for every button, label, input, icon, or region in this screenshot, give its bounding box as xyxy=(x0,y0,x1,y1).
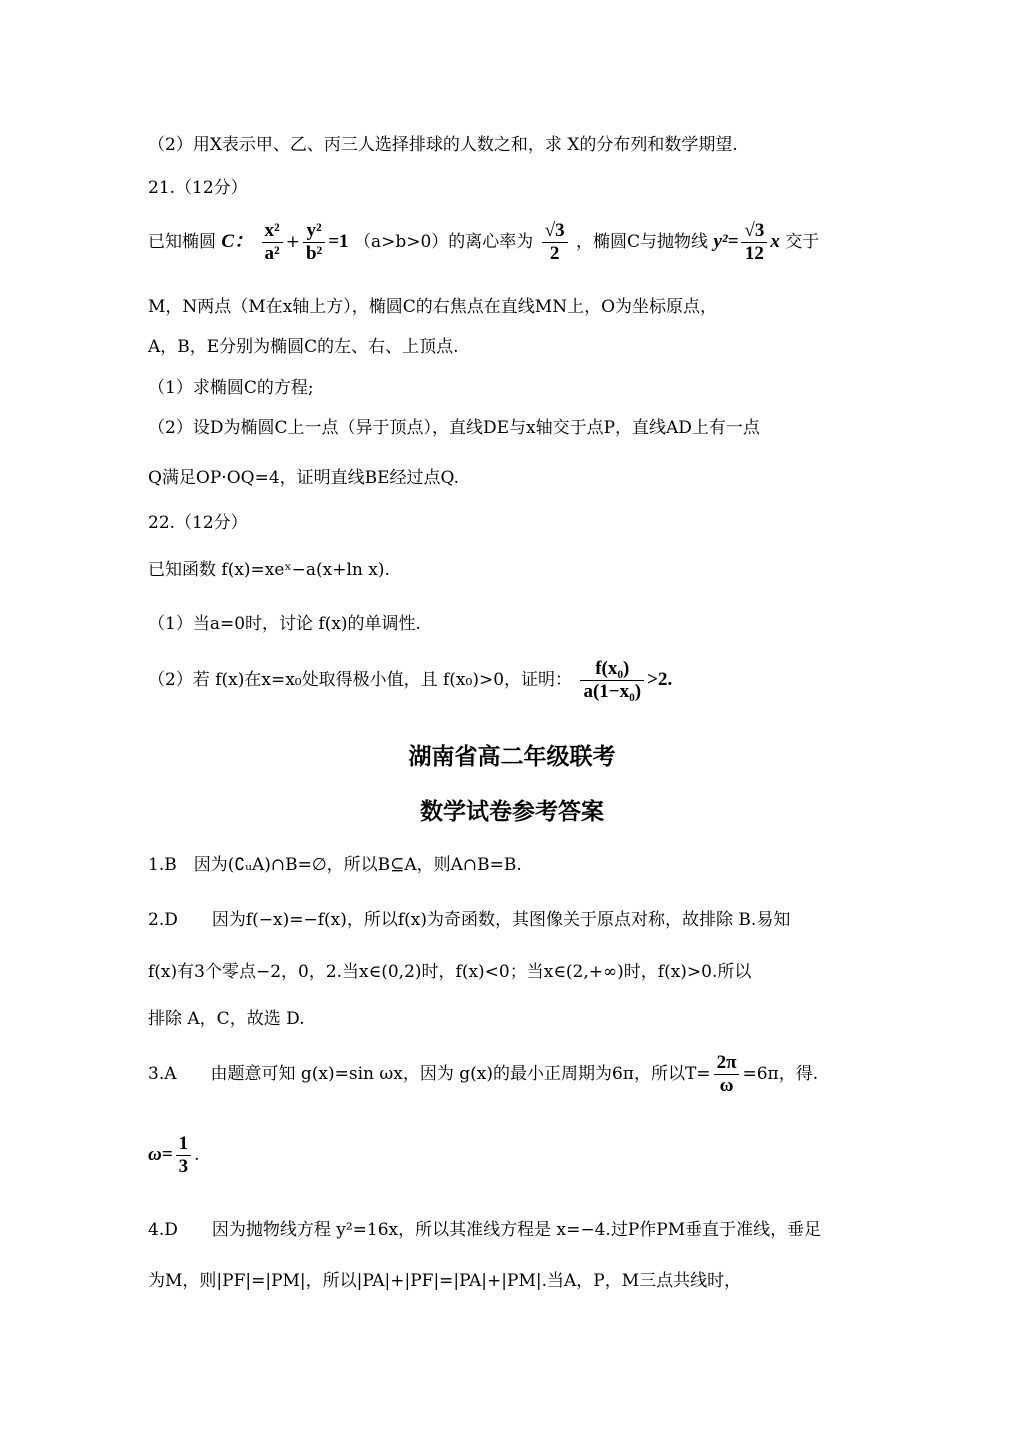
q21-intro-a: 已知椭圆 xyxy=(148,232,216,252)
answer-2-line3: 排除 A，C，故选 D. xyxy=(148,1009,305,1029)
answer-3-line1b: =6π，得. xyxy=(742,1064,819,1084)
frac-e-den: 2 xyxy=(549,243,560,264)
q21-part2b: Q满足OP·OQ=4，证明直线BE经过点Q. xyxy=(148,468,460,488)
q21-part2: （2）设D为椭圆C上一点（异于顶点），直线DE与x轴交于点P，直线AD上有一点 xyxy=(148,418,760,438)
answer-1: 1.B 因为(∁ᵤA)∩B=∅，所以B⊆A，则A∩B=B. xyxy=(148,855,522,875)
q22-part1: （1）当a=0时，讨论 f(x)的单调性. xyxy=(148,614,421,634)
frac-q22 xyxy=(580,658,644,703)
q21-part1: （1）求椭圆C的方程; xyxy=(148,378,314,398)
answer-4-line1: 4.D 因为抛物线方程 y²=16x，所以其准线方程是 x=−4.过P作PM垂直于准线，垂足 xyxy=(148,1220,822,1240)
q21-line2: M，N两点（M在x轴上方），椭圆C的右焦点在直线MN上，O为坐标原点， xyxy=(148,297,718,317)
frac-y2b2-den: b² xyxy=(305,243,323,264)
q21-intro-b: （a>b>0）的离心率为 xyxy=(353,232,534,252)
frac-x2a2-den: a² xyxy=(264,243,280,264)
page-title-1: 湖南省高二年级联考 xyxy=(408,744,616,770)
frac-parabola-num: √3 xyxy=(741,220,767,243)
ellipse-label: C： xyxy=(221,231,254,252)
q22-intro: 已知函数 f(x)=xeˣ−a(x+ln x). xyxy=(148,560,390,580)
q22-part2b: >2. xyxy=(647,669,673,690)
frac-parabola-den: 12 xyxy=(744,243,764,264)
eq-one: =1 xyxy=(328,231,349,252)
parabola-x: x xyxy=(770,231,780,252)
q21-intro: 已知椭圆 C： $\frac{\text{x²}}{\text{a²}}$ + $\frac{\text{y²}}{\text{b²}}$ =1 （a>b>0）的离心率为 $\frac{√3}{2}$ ，椭圆C与抛物线 y²= $\frac{√3}{12}$ x 交于 xyxy=(148,220,820,264)
frac-omega-den: 3 xyxy=(178,1156,189,1177)
frac-y2b2-num: y² xyxy=(303,220,325,243)
frac-q22-num: f(x₀) xyxy=(580,658,644,681)
frac-e-num: √3 xyxy=(542,220,568,243)
omega-label: ω= xyxy=(148,1144,173,1165)
q21-intro-d: 交于 xyxy=(785,232,820,252)
frac-y2b2 xyxy=(303,220,325,265)
frac-period-den: ω xyxy=(719,1075,734,1096)
page-title-2: 数学试卷参考答案 xyxy=(420,799,604,825)
frac-period-num: 2π xyxy=(714,1052,740,1075)
frac-x2a2-num: x² xyxy=(262,220,283,243)
answer-3-line1 xyxy=(148,1052,818,1097)
answer-2-line2: f(x)有3个零点−2，0，2.当x∈(0,2)时，f(x)<0；当x∈(2,+∞)时，f(x)>0.所以 xyxy=(148,962,752,982)
frac-omega-num: 1 xyxy=(176,1133,192,1156)
q21-header: 21.（12分） xyxy=(148,178,248,198)
q20-part2: （2）用X表示甲、乙、丙三人选择排球的人数之和，求 X的分布列和数学期望. xyxy=(148,135,738,155)
q22-part2a: （2）若 f(x)在x=x₀处取得极小值，且 f(x₀)>0，证明： xyxy=(148,670,573,690)
answer-3-line1a: 3.A 由题意可知 g(x)=sin ωx，因为 g(x)的最小正周期为6π，所以T= xyxy=(148,1064,711,1084)
frac-x2a2 xyxy=(262,220,283,265)
parabola-lhs: y²= xyxy=(713,231,739,252)
answer-4-line2: 为M，则|PF|=|PM|，所以|PA|+|PF|=|PA|+|PM|.当A，P，M三点共线时， xyxy=(148,1271,742,1291)
q21-line3: A，B，E分别为椭圆C的左、右、上顶点. xyxy=(148,337,459,357)
frac-q22-den: a(1−x₀) xyxy=(583,681,642,702)
frac-parabola xyxy=(741,220,767,265)
q22-header: 22.（12分） xyxy=(148,513,248,533)
answer-3-line2: ω= $\frac{1}{3}$ . xyxy=(148,1133,200,1177)
answer-2-line1: 2.D 因为f(−x)=−f(x)，所以f(x)为奇函数，其图像关于原点对称，故排除 B.易知 xyxy=(148,910,791,930)
frac-omega xyxy=(176,1133,192,1178)
frac-period xyxy=(714,1052,740,1097)
frac-eccentricity xyxy=(542,220,568,265)
q22-part2 xyxy=(148,658,672,703)
q21-intro-c: ，椭圆C与抛物线 xyxy=(576,232,709,252)
